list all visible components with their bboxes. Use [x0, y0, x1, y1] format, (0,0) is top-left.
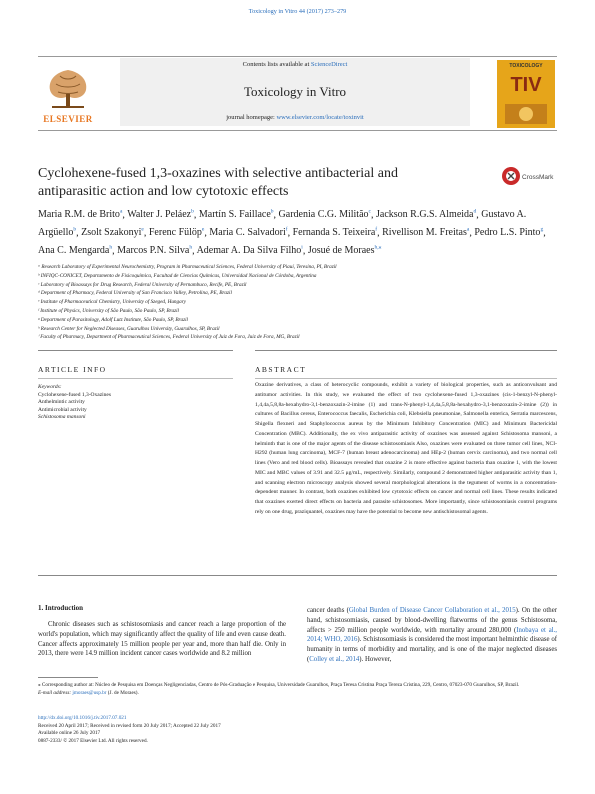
cover-graphic	[497, 100, 555, 128]
homepage-link[interactable]: www.elsevier.com/locate/toxinvit	[276, 114, 364, 121]
author-affiliation-mark[interactable]: h	[109, 244, 113, 251]
affiliation: ᵍ Department of Parasitology, Adolf Lutz Institute, São Paulo, SP, Brazil	[38, 316, 188, 323]
text: cancer deaths (	[307, 607, 349, 614]
author-affiliation-mark[interactable]: c	[368, 209, 371, 215]
author[interactable]	[199, 209, 274, 220]
crossmark-label: CrossMark	[522, 174, 554, 181]
journal-reference[interactable]: Toxicology in Vitro 44 (2017) 273–279	[248, 8, 347, 15]
affiliation: ᶜ Laboratory of Bioassays for Drug Research, Federal University of Pernambuco, Recife, PE, Brazil	[38, 281, 247, 288]
article-title	[38, 165, 478, 201]
available-date: Available online 26 July 2017	[38, 730, 101, 737]
author-name: Fernanda S. Teixeira	[292, 227, 376, 239]
author[interactable]	[474, 227, 543, 238]
affiliation: ʰ Research Center for Neglected Diseases, Guarulhos University, Guarulhos, SP, Brazil	[38, 325, 220, 332]
corresponding-author-note: ⁎ Corresponding author at: Núcleo de Pesquisa em Doenças Negligenciadas, Centro de Pós-Graduação e Pesquisa, Universidade Guarulhos, Praça Teresa Cristina Praça Tereza Cristina, 229, Centro, 07023-070 Guarulhos, SP, Brazil.	[38, 682, 520, 688]
crossmark-icon[interactable]	[500, 163, 555, 193]
affiliation: ⁱ Faculty of Pharmacy, Department of Pharmaceutical Sciences, Federal University of Juiz de Fora, Juiz de Fora, MG, Brazil	[38, 334, 300, 341]
received-dates: Received 20 April 2017; Received in revised form 20 July 2017; Accepted 22 July 2017	[38, 722, 221, 729]
author[interactable]	[117, 245, 192, 256]
keyword: Schistosoma mansoni	[38, 414, 86, 420]
sciencedirect-link[interactable]: ScienceDirect	[310, 61, 348, 68]
divider	[38, 575, 557, 576]
email-suffix: (J. de Moraes).	[106, 690, 139, 697]
author-affiliation-mark[interactable]: h	[189, 244, 193, 251]
author[interactable]	[279, 209, 371, 220]
author-name: Maria R.M. de Brito	[38, 209, 120, 221]
affiliation: ᶠ Institute of Physics, University of São Paulo, São Paulo, SP, Brazil	[38, 307, 180, 314]
author-name: Josué de Moraes	[307, 244, 375, 256]
article-title-line-1: Cyclohexene-fused 1,3-oxazines with selective antibacterial and	[38, 166, 398, 181]
introduction-column-2	[307, 606, 557, 665]
author-name: Ana C. Mengarda	[38, 244, 110, 256]
divider	[255, 378, 557, 379]
author[interactable]	[38, 245, 112, 256]
author[interactable]	[209, 227, 287, 238]
keywords-label: Keywords:	[38, 384, 62, 390]
author-name: Jackson R.G.S. Almeida	[375, 209, 474, 221]
author[interactable]	[197, 245, 303, 256]
author-name: Gardenia C.G. Militão	[278, 209, 369, 221]
author-list: Maria R.M. de Brito$^a$, Walter J. Peláez$^b$, Martín S. Faillace$^b$, Gardenia C.G. Militão$^c$, Jackson R.G.S. Almeida$^d$, Gustavo A. Argüello$^b$, Zsolt Szakonyi$^e$, Ferenc Fülöp$^e$, Maria C. Salvadori$^f$, Fernanda S. Teixeira$^f$, Rivellison M. Freitas$^a$, Pedro L.S. Pinto$^g$, Ana C. Mengarda$^h$, Marcos P.N. Silva$^h$, Ademar A. Da Silva Filho$^i$, Josué de Moraes$^{h,⁎}$	[38, 209, 546, 256]
author-affiliation-mark[interactable]: b	[270, 209, 274, 215]
author[interactable]	[81, 227, 144, 238]
author-affiliation-mark[interactable]: f	[285, 226, 288, 233]
author[interactable]	[38, 209, 122, 220]
publication-info	[38, 715, 557, 745]
author-name: Pedro L.S. Pinto	[474, 227, 541, 239]
elsevier-tree-logo	[38, 66, 98, 110]
email-link[interactable]: jmoraes@usp.br	[72, 690, 107, 697]
footnote-divider	[38, 677, 98, 678]
author[interactable]	[376, 209, 476, 220]
abstract-text: Oxazine derivatives, a class of heterocyclic compounds, exhibit a variety of biological properties, such as anticonvulsant and antitumor activities. In this study, we evaluated the effect of two cyclohexene-fused 1,3-oxazines (cis-1-benzyl-N-phenyl-1,4,4a,5,8,8a-hexahydro-3,1-benzoxazin-2-imine (1) and trans-N-phenyl-1,4,4a,5,8,8a-hexahydro-3,1-benzoxazin-2-imine (2)) in cultures of Bacillus cereus, Enterococcus faecalis, Escherichia coli, Klebsiella pneumoniae, Salmonella enterica, Serratia marcescens, Shigella flexneri and Staphylococcus aureus by the Minimum Inhibitory Concentration (MIC) and Minimum Bactericidal Concentration (MBC). Additionally, the ex vivo antiparasitic activity of oxazines was assessed against Schistosoma mansoni, a helminth that is one of the major agents of the disease schistosomiasis Also, oxazines were evaluated on three tumor cell lines, NCI-H292 (human lung carcinoma), MCF-7 (human breast adenocarcinoma) and HEp-2 (human cervix carcinoma), and two normal cell lines (Vero and red blood cells). Bioassays revealed that oxazine 2 is more effective against bacteria than oxazine 1, with the lowest MIC and MBC values of 3.91 and 32.5 μg/mL, respectively. Similarly, compound 2 demonstrated higher antiparasitic activity than 1, and scanning electron microscopy analysis showed several morphological alterations in the tegument of worms in a concentration-dependent manner. In contrast, both oxazines exhibited low cytotoxic effects on cancer and normal cell lines. These results indicated that oxazines exerted direct effects on bacteria and parasite schistosomes. More importantly, since schistosomiasis control programs rely on one drug, praziquantel, oxazines may have the potential to become new antischistosomal agents.	[255, 382, 557, 515]
author-name: Martín S. Faillace	[198, 209, 271, 221]
abstract-heading: ABSTRACT	[255, 365, 307, 374]
author-affiliation-mark[interactable]: g	[540, 226, 544, 233]
cover-title: TOXICOLOGY	[509, 63, 543, 69]
author-affiliation-mark[interactable]: a	[119, 209, 123, 215]
author[interactable]	[293, 227, 378, 238]
affiliation: ᵉ Institute of Pharmaceutical Chemistry, University of Szeged, Hungary	[38, 299, 187, 306]
author-name: Marcos P.N. Silva	[117, 244, 190, 256]
author[interactable]	[308, 245, 382, 256]
affiliation: ᵇ INFIQC-CONICET, Departamento de Fisicoquímica, Facultad de Ciencias Químicas, Universidad Nacional de Córdoba, Argentina	[38, 272, 317, 279]
divider	[38, 378, 233, 379]
copyright: 0887-2333/ © 2017 Elsevier Ltd. All rights reserved.	[38, 737, 148, 744]
keyword: Anthelmintic activity	[38, 399, 85, 405]
email-label: E-mail address:	[38, 690, 73, 697]
author-affiliation-mark[interactable]: e	[201, 226, 205, 233]
author-affiliation-mark[interactable]: h,⁎	[374, 244, 382, 251]
journal-title: Toxicology in Vitro	[243, 84, 347, 99]
author-affiliation-mark[interactable]: i	[301, 244, 303, 251]
affiliation: ᵈ Department of Pharmacy, Federal University of San Francisco Valley, Petrolina, PE, Brazil	[38, 290, 232, 297]
contents-line	[120, 61, 470, 68]
introduction-column-1: Chronic diseases such as schistosomiasis and cancer reach a large proportion of the world's population, which may significantly affect the quality of life and even cause death. Cancer affects approximately 15 million people per year and, more than half die. Only in 2013, there were 14.9 million incident cancer cases worldwide and 8.2 million	[38, 621, 286, 658]
email-line	[38, 689, 557, 697]
author-name: Rivellison M. Freitas	[382, 227, 467, 239]
doi-link[interactable]: http://dx.doi.org/10.1016/j.tiv.2017.07.021	[38, 715, 127, 721]
keyword: Antimicrobial activity	[38, 406, 87, 413]
journal-homepage	[120, 114, 470, 121]
divider	[38, 350, 233, 351]
citation-link[interactable]: Global Burden of Disease Cancer Collaboration et al., 2015	[348, 607, 516, 614]
divider	[255, 350, 557, 351]
author[interactable]	[382, 227, 469, 238]
keyword: Cyclohexene-fused 1,3-Oxazines	[38, 391, 112, 398]
contents-text: Contents lists available at	[242, 61, 311, 68]
author-name: Zsolt Szakonyi	[81, 227, 142, 239]
author-name: Ademar A. Da Silva Filho	[196, 244, 302, 256]
author-name: Walter J. Peláez	[127, 209, 192, 221]
text: ). On the other hand, schistosomiasis, caused by blood-dwelling flatworms of the genus Schistosoma, affects > 250 million people worldwide, with mortality around 280,000 (	[307, 607, 557, 634]
text: ). Schistosomiasis is considered the most important helminthic disease of humanity in terms of morbidity and mortality, and is one of the major neglected diseases (	[307, 636, 557, 663]
homepage-label: journal homepage:	[226, 114, 277, 121]
author-affiliation-mark[interactable]: f	[375, 226, 378, 233]
author-name: Maria C. Salvadori	[209, 227, 286, 239]
affiliation: ᵃ Research Laboratory of Experimental Neurochemistry, Program in Pharmaceutical Sciences, Federal University of Piauí, Teresina, PI, Brazil	[38, 264, 337, 270]
introduction-heading: 1. Introduction	[38, 604, 83, 612]
author-affiliation-mark[interactable]: b	[191, 209, 194, 215]
cover-logo-text: TIV	[510, 74, 542, 96]
affiliation-list	[38, 263, 558, 342]
article-title-line-2: antiparasitic action and low cytotoxic effects	[38, 184, 289, 199]
author-affiliation-mark[interactable]: d	[473, 209, 477, 215]
author-affiliation-mark[interactable]: b	[73, 226, 77, 233]
text: ). However,	[359, 655, 392, 663]
keywords-block	[38, 384, 233, 422]
author-name: Gustavo A. Argüello	[38, 209, 527, 239]
footnote	[38, 681, 557, 697]
author-name: Ferenc Fülöp	[148, 227, 202, 239]
citation-link[interactable]: Inobaya et al., 2014; WHO, 2016	[307, 626, 558, 644]
publisher-name: ELSEVIER	[43, 114, 93, 124]
author[interactable]	[127, 209, 194, 220]
article-info-heading: ARTICLE INFO	[38, 365, 107, 374]
citation-link[interactable]: Colley et al., 2014	[309, 655, 360, 663]
author-affiliation-mark[interactable]: a	[466, 226, 470, 233]
author-affiliation-mark[interactable]: e	[141, 226, 144, 233]
journal-cover-thumbnail	[497, 60, 555, 128]
author[interactable]	[149, 227, 205, 238]
